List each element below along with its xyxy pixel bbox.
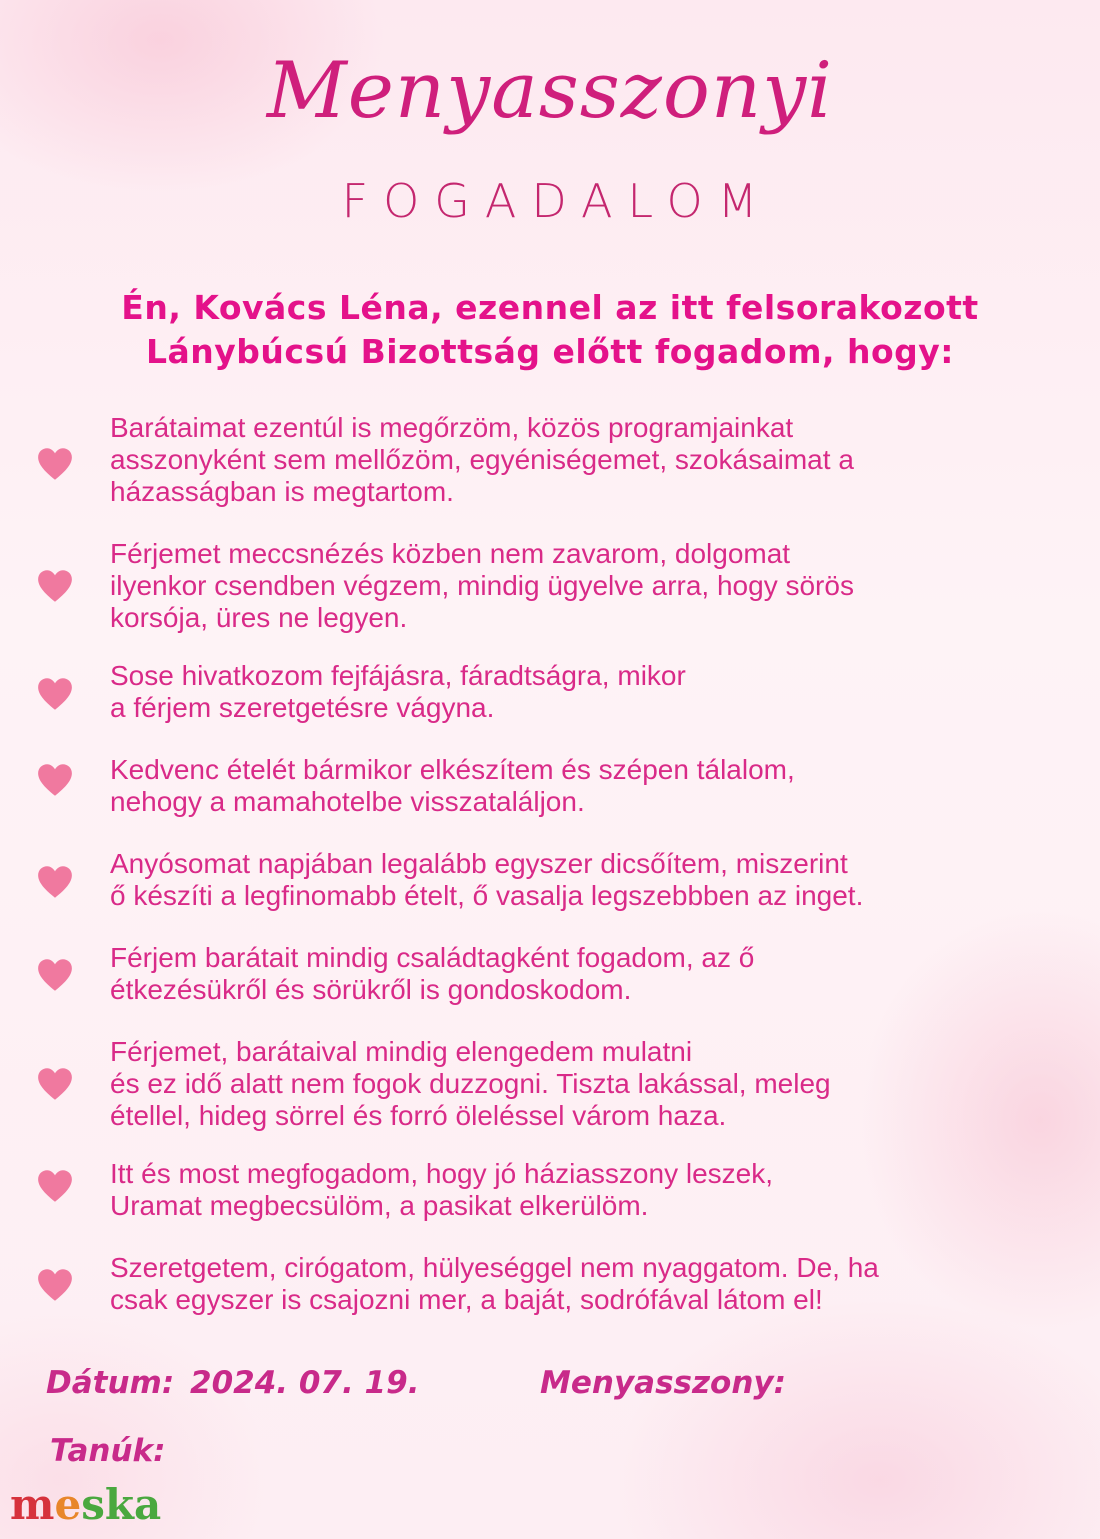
vow-text: Anyósomat napjában legalább egyszer dicsőítem, miszerint ő készíti a legfinomabb ételt, ő vasalja legszebbben az inget. xyxy=(110,848,864,911)
heart-icon xyxy=(37,1169,73,1203)
intro-line-1: Én, Kovács Léna, ezennel az itt felsorakozott xyxy=(121,288,979,327)
vow-text: Barátaimat ezentúl is megőrzöm, közös programjainkat asszonyként sem mellőzöm, egyéniségemet, szokásaimat a házasságban is megtartom. xyxy=(110,412,854,507)
logo-letter-k: k xyxy=(104,1480,134,1529)
logo-letter-s: s xyxy=(81,1480,105,1529)
date-label: Dátum: xyxy=(46,1365,175,1401)
logo-letter-a: a xyxy=(133,1480,162,1529)
vow-text: Férjemet, barátaival mindig elengedem mulatni és ez idő alatt nem fogok duzzogni. Tiszta lakással, meleg étellel, hideg sörrel és forró öleléssel várom haza. xyxy=(110,1036,831,1131)
heart-icon xyxy=(37,763,73,797)
heart-icon xyxy=(37,447,73,481)
logo-letter-e: e xyxy=(54,1480,82,1529)
heart-icon xyxy=(37,1067,73,1101)
heart-icon xyxy=(37,569,73,603)
logo-letter-m: m xyxy=(10,1480,55,1529)
heart-icon xyxy=(37,1268,73,1302)
heart-icon xyxy=(37,958,73,992)
vow-text: Sose hivatkozom fejfájásra, fáradtságra, mikor a férjem szeretgetésre vágyna. xyxy=(110,660,686,723)
heart-icon xyxy=(37,865,73,899)
vow-text: Szeretgetem, cirógatom, hülyeséggel nem nyaggatom. De, ha csak egyszer is csajozni mer, a baját, sodrófával látom el! xyxy=(110,1252,879,1315)
date-value: 2024. 07. 19. xyxy=(190,1365,420,1401)
meska-logo xyxy=(10,1480,162,1529)
vow-text: Kedvenc ételét bármikor elkészítem és szépen tálalom, nehogy a mamahotelbe visszataláljon. xyxy=(110,754,795,817)
intro-paragraph xyxy=(60,286,1040,374)
vow-text: Férjem barátait mindig családtagként fogadom, az ő étkezésükről és sörükről is gondoskodom. xyxy=(110,942,755,1005)
page-title-caps: FOGADALOM xyxy=(341,174,773,228)
witnesses-label: Tanúk: xyxy=(50,1433,166,1469)
vow-text: Férjemet meccsnézés közben nem zavarom, dolgomat ilyenkor csendben végzem, mindig ügyelve arra, hogy sörös korsója, üres ne legyen. xyxy=(110,538,854,633)
bride-signature-label: Menyasszony: xyxy=(540,1365,786,1401)
page-title-script: Menyasszonyi xyxy=(266,46,834,136)
intro-line-2: Lánybúcsú Bizottság előtt fogadom, hogy: xyxy=(145,332,955,371)
heart-icon xyxy=(37,677,73,711)
vow-text: Itt és most megfogadom, hogy jó háziasszony leszek, Uramat megbecsülöm, a pasikat elkerülöm. xyxy=(110,1158,773,1221)
